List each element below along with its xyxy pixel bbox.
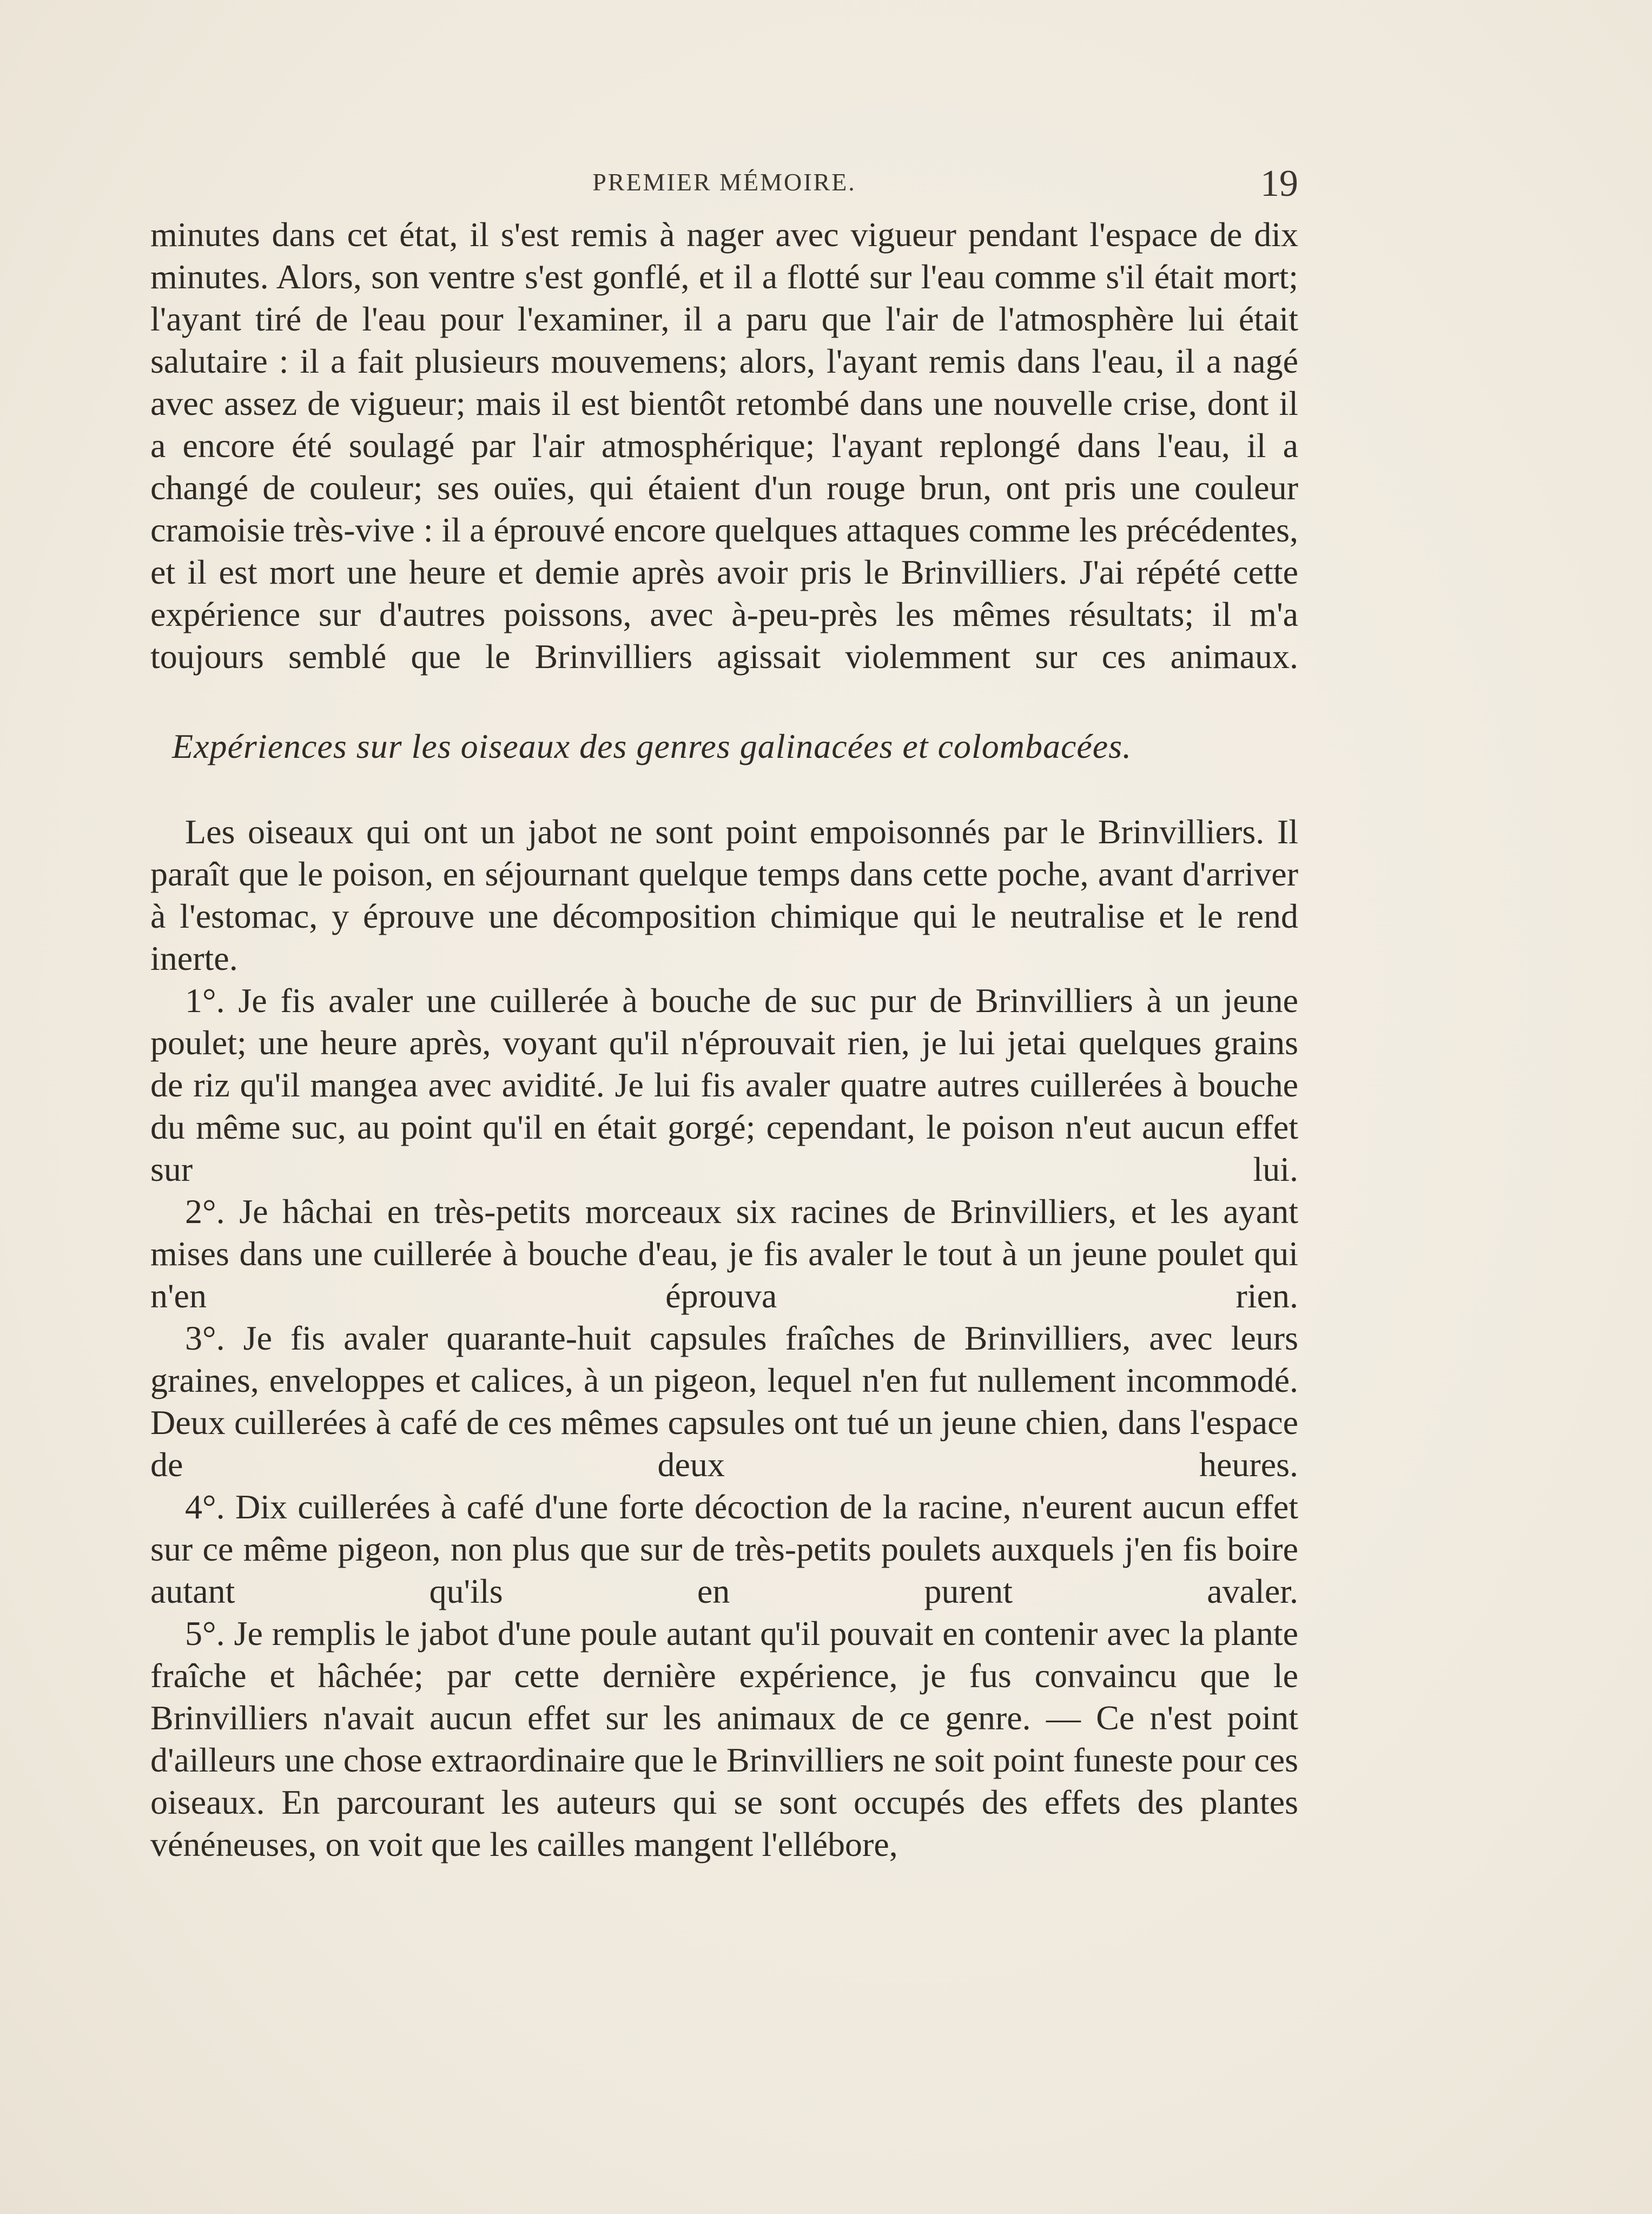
paragraph-experiment-5: 5°. Je remplis le jabot d'une poule autant qu'il pouvait en contenir avec la plante fraîche et hâchée; par cette dernière expérience, je fus convaincu que le Brinvilliers n'avait aucun effet sur les animaux de ce genre. — Ce n'est point d'ailleurs une chose extraordinaire que le Brinvilliers ne soit point funeste pour ces oiseaux. En parcourant les auteurs qui se sont occupés des effets des plantes vénéneuses, on voit que les cailles mangent l'ellébore, — [150, 1614, 1298, 1863]
page-number: 19 — [1260, 163, 1298, 204]
body-text — [150, 214, 1298, 1866]
paragraph-experiment-2: 2°. Je hâchai en très-petits morceaux six racines de Brinvilliers, et les ayant mises dans une cuillerée à bouche d'eau, je fis avaler le tout à un jeune poulet qui n'en éprouva rien. — [150, 1192, 1298, 1315]
running-head — [150, 162, 1298, 211]
paragraph-experiment-4: 4°. Dix cuillerées à café d'une forte décoction de la racine, n'eurent aucun effet sur ce même pigeon, non plus que sur de très-petits poulets auxquels j'en fis boire autant qu'ils en purent avaler. — [150, 1488, 1298, 1610]
paragraph-intro-birds: Les oiseaux qui ont un jabot ne sont point empoisonnés par le Brinvilliers. Il paraît que le poison, en séjournant quelque temps dans cette poche, avant d'arriver à l'estomac, y éprouve une décomposition chimique qui le neutralise et le rend inerte. — [150, 812, 1298, 977]
paragraph-experiment-3: 3°. Je fis avaler quarante-huit capsules fraîches de Brinvilliers, avec leurs graines, enveloppes et calices, à un pigeon, lequel n'en fut nullement incommodé. Deux cuillerées à café de ces mêmes capsules ont tué un jeune chien, dans l'espace de deux heures. — [150, 1319, 1298, 1484]
section-heading: Expériences sur les oiseaux des genres galinacées et colombacées. — [172, 727, 1132, 765]
paragraph-experiment-1: 1°. Je fis avaler une cuillerée à bouche de suc pur de Brinvilliers à un jeune poulet; une heure après, voyant qu'il n'éprouvait rien, je lui jetai quelques grains de riz qu'il mangea avec avidité. Je lui fis avaler quatre autres cuillerées à bouche du même suc, au point qu'il en était gorgé; cependant, le poison n'eut aucun effet sur lui. — [150, 981, 1298, 1188]
running-title: PREMIER MÉMOIRE. — [592, 168, 856, 196]
paragraph-fish-experiment: minutes dans cet état, il s'est remis à nager avec vigueur pendant l'espace de dix minutes. Alors, son ventre s'est gonflé, et il a flotté sur l'eau comme s'il était mort; l'ayant tiré de l'eau pour l'examiner, il a paru que l'air de l'atmosphère lui était salutaire : il a fait plusieurs mouvemens; alors, l'ayant remis dans l'eau, il a nagé avec assez de vigueur; mais il est bientôt retombé dans une nouvelle crise, dont il a encore été soulagé par l'air atmosphérique; l'ayant replongé dans l'eau, il a changé de couleur; ses ouïes, qui étaient d'un rouge brun, ont pris une couleur cramoisie très-vive : il a éprouvé encore quelques attaques comme les précédentes, et il est mort une heure et demie après avoir pris le Brinvilliers. J'ai répété cette expérience sur d'autres poissons, avec à-peu-près les mêmes résultats; il m'a toujours semblé que le Brinvilliers agissait violemment sur ces animaux. — [150, 215, 1298, 676]
